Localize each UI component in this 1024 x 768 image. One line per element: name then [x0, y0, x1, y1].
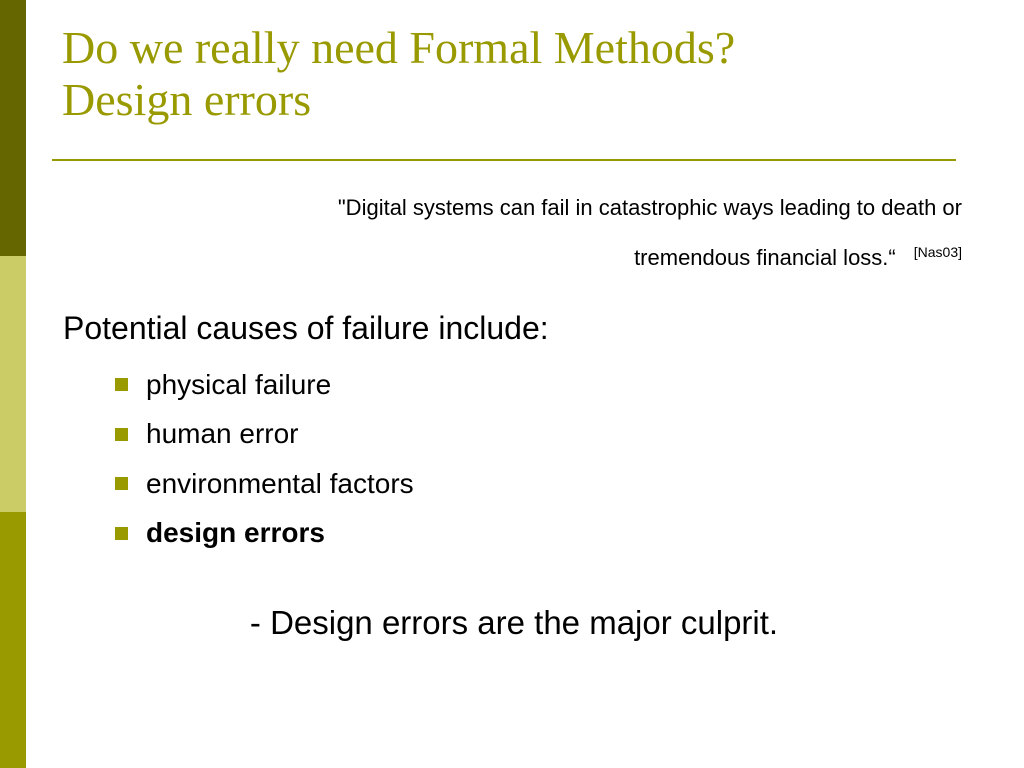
square-bullet-icon: [115, 527, 128, 540]
quote-block: [122, 186, 962, 280]
slide-title-line-1: Do we really need Formal Methods?: [62, 22, 736, 73]
quote-line-2-wrapper: [122, 230, 962, 280]
bullet-list: [115, 360, 414, 558]
slide-title: [62, 22, 962, 126]
sidebar-band-middle: [0, 256, 26, 512]
bullet-text: physical failure: [146, 368, 332, 400]
square-bullet-icon: [115, 477, 128, 490]
bullet-text: human error: [146, 418, 299, 450]
bullet-text: environmental factors: [146, 467, 414, 499]
square-bullet-icon: [115, 378, 128, 391]
sidebar-band-top: [0, 0, 26, 256]
conclusion-text: - Design errors are the major culprit.: [249, 604, 779, 641]
quote-line-1: "Digital systems can fail in catastrophic ways leading to death or: [337, 195, 962, 220]
quote-line-2: tremendous financial loss.“: [634, 245, 896, 270]
square-bullet-icon: [115, 428, 128, 441]
slide-title-line-2: Design errors: [62, 74, 312, 125]
intro-text: Potential causes of failure include:: [63, 310, 549, 346]
title-divider: [52, 159, 956, 161]
quote-citation: [Nas03]: [913, 244, 962, 260]
list-item: [115, 410, 414, 460]
list-item: [115, 459, 414, 509]
bullet-text-bold: design errors: [146, 517, 325, 549]
list-item: [115, 360, 414, 410]
list-item-emphasized: [115, 509, 414, 559]
